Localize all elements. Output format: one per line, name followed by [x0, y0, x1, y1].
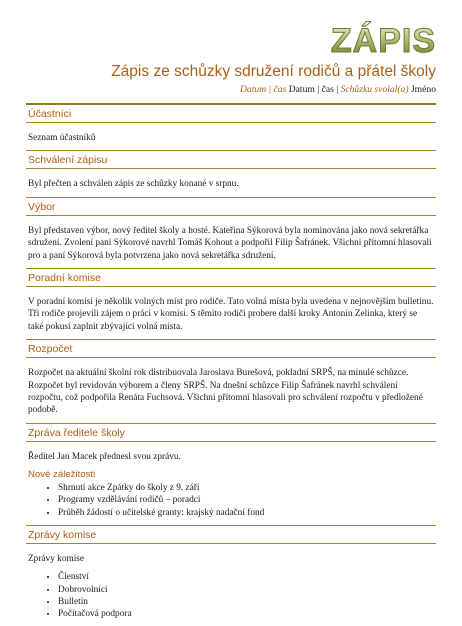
document-body — [26, 96, 436, 626]
list-item[interactable]: • Bulletin — [58, 596, 436, 608]
convener-placeholder[interactable]: Schůzku svolal(a) — [340, 84, 409, 95]
section-heading: Zpráva ředitele školy — [26, 424, 436, 442]
list-item[interactable]: • Členství — [58, 571, 436, 583]
list-item[interactable]: • Programy vzdělávání rodičů – poradci — [58, 494, 436, 506]
section-heading: Účastníci — [26, 105, 436, 123]
section-poradni-komise — [26, 268, 436, 333]
section-text[interactable]: Seznam účastníků — [28, 133, 96, 143]
section-heading: Zprávy komise — [26, 526, 436, 544]
meta-line — [240, 84, 436, 95]
list-item[interactable]: • Shrnutí akce Zpátky do školy z 9. září — [58, 482, 436, 494]
bullet-list — [26, 482, 436, 519]
section-text[interactable]: Rozpočet na aktuální školní rok distribuovala Jaroslava Burešová, pokladní SRPŠ, na minulé schůzce. Rozpočet byl revidován výborem a členy SRPŠ. Na dnešní schůzce Filip Šafránek navrhl schválení rozpočtu, což podpořila Renáta Fuchsová. Všichni přítomní hlasovali pro schválení rozpočtu v předložené podobě. — [28, 368, 423, 416]
section-heading: Poradní komise — [26, 269, 436, 287]
section-text[interactable]: Ředitel Jan Macek přednesl svou zprávu. — [28, 451, 181, 462]
section-rozpocet — [26, 339, 436, 417]
date-time-value[interactable]: Datum | čas — [288, 84, 334, 95]
section-heading: Schválení zápisu — [26, 151, 436, 169]
list-item[interactable]: • Dobrovolníci — [58, 584, 436, 596]
section-vybor — [26, 197, 436, 262]
section-zprava-reditele — [26, 423, 436, 519]
section-text[interactable]: Byl představen výbor, nový ředitel školy a hosté. Kateřina Sýkorová byla nominována jako nová sekretářka sdružení. Zvolení paní Sýkorové navrhl Tomáš Kohout a podpořil Filip Šafránek. Všichni přítomní hlasovali pro a paní Sýkorová byla potvrzena jako nová sekretářka sdružení. — [28, 225, 432, 261]
list-item[interactable]: • Průběh žádostí o učitelské granty: krajský nadační fond — [58, 507, 436, 519]
section-text[interactable]: V poradní komisi je několik volných míst pro rodiče. Tato volná místa byla uvedena v nejnovějším bulletinu. Tři rodiče projevili zájem o práci v komisi. S těmito rodiči probere další kroky Antonín Zelinka, který se také pokusí zaplnit zbývající volná místa. — [28, 297, 434, 332]
section-ucastnici — [26, 105, 436, 144]
list-item[interactable]: • Počítačová podpora — [58, 608, 436, 620]
section-schvaleni — [26, 150, 436, 190]
meta-separator: | — [336, 84, 339, 95]
document-title: ZÁPIS — [330, 22, 436, 60]
document-subtitle: Zápis ze schůzky sdružení rodičů a přátel školy — [111, 63, 436, 80]
section-zpravy-komise — [26, 525, 436, 620]
date-time-placeholder[interactable]: Datum | čas — [240, 84, 287, 95]
subheading-nove-zalezitosti: Nové záležitosti — [28, 469, 96, 481]
section-heading: Rozpočet — [26, 340, 436, 358]
section-text[interactable]: Zprávy komise — [28, 553, 85, 564]
bullet-list — [26, 571, 436, 620]
section-heading: Výbor — [26, 198, 436, 216]
convener-value[interactable]: Jméno — [410, 84, 436, 95]
section-text[interactable]: Byl přečten a schválen zápis ze schůzky konané v srpnu. — [28, 179, 239, 190]
